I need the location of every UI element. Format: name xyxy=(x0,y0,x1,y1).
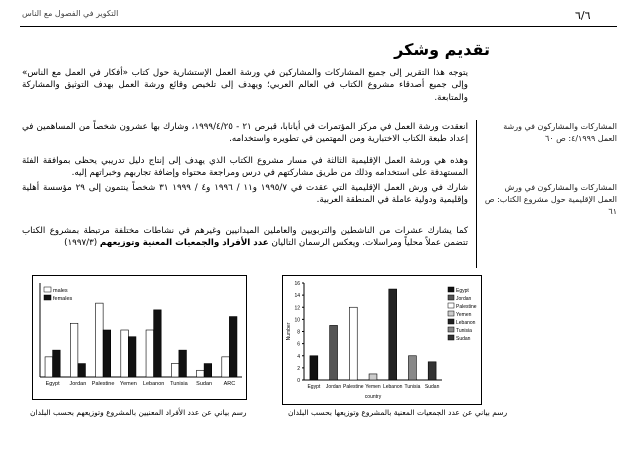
legend-swatch-egypt xyxy=(448,287,454,292)
legend-label: Egypt xyxy=(456,288,469,294)
paragraph-date: (١٩٩٧/٣) xyxy=(64,238,98,249)
y-tick-label: 2 xyxy=(297,365,300,372)
x-tick-label: Yemen xyxy=(365,384,381,390)
x-tick-label: Egypt xyxy=(307,384,321,390)
paragraph-text: انعقدت ورشة العمل في مركز المؤتمرات في أيانابا، قبرص ٢١ - ١٩٩٩/٤/٢٥، وشارك بها عشرون شخصاً من المساهمين في إعداد طبعة الكتاب الاختبارية ومن المهتمين في تطويره واستخدامه. xyxy=(22,122,468,145)
sidenote-participants: المشاركات والمشاركون في ورشة العمل ٤/١٩٩٩: ص ٦٠ xyxy=(503,122,617,143)
chart-frame xyxy=(33,276,247,400)
section-heading: تقديم وشكر xyxy=(394,40,490,59)
y-axis-title: Number xyxy=(286,322,292,341)
x-tick-label: Tunisia xyxy=(170,381,188,387)
bar-males-egypt xyxy=(45,357,53,377)
legend-swatch-yemen xyxy=(448,311,454,316)
legend-swatch-females xyxy=(44,295,51,300)
bar-females-palestine xyxy=(103,330,111,377)
x-tick-label: Yemen xyxy=(119,381,137,387)
bar-lebanon xyxy=(389,289,397,380)
y-tick-label: 14 xyxy=(294,293,300,300)
x-axis-title: country xyxy=(364,394,382,400)
bar-females-tunisia xyxy=(179,350,187,377)
paragraph-activities xyxy=(22,225,468,250)
bar-males-lebanon xyxy=(146,330,154,377)
bar-yemen xyxy=(369,374,377,380)
bar-males-arc xyxy=(222,357,230,377)
paragraph-text: كما يشارك عشرات من الناشطين والتربويين والعاملين الميدانيين وغيرهم في نشاطات مختلفة مرتبطة بمشروع الكتاب تتضمن عملاً محلياً ومراسلات. ويعكس الرسمان التاليان xyxy=(22,226,468,249)
bar-palestine xyxy=(349,307,357,380)
y-tick-label: 10 xyxy=(294,317,300,324)
caption-individuals-chart: رسم بياني عن عدد الأفراد المعنيين بالمشروع وتوزيعهم بحسب البلدان xyxy=(30,408,247,417)
sidenote-regional: المشاركات والمشاركون في ورش العمل الإقليمية حول مشروع الكتاب: ص ٦١ xyxy=(484,183,617,216)
bar-females-yemen xyxy=(128,337,136,377)
x-tick-label: Tunisia xyxy=(404,384,421,390)
bar-females-egypt xyxy=(53,350,61,377)
header-rule xyxy=(20,26,617,27)
individuals-bar-chart xyxy=(32,275,247,400)
x-tick-label: Sudan xyxy=(196,381,213,387)
x-tick-label: Palestine xyxy=(91,381,115,387)
margin-rule xyxy=(476,120,477,268)
bar-males-tunisia xyxy=(171,364,179,377)
y-tick-label: 8 xyxy=(297,329,300,336)
x-tick-label: Jordan xyxy=(325,384,342,390)
bar-males-yemen xyxy=(121,330,129,377)
legend-label: Tunisia xyxy=(456,328,472,334)
legend-swatch-tunisia xyxy=(448,327,454,332)
page-number: ٦/٦ xyxy=(575,9,591,22)
legend-label: Jordan xyxy=(456,296,472,302)
bar-males-palestine xyxy=(96,303,104,377)
y-tick-label: 6 xyxy=(297,341,300,348)
paragraph-participants xyxy=(22,182,468,207)
bar-tunisia xyxy=(408,356,416,380)
y-tick-label: 16 xyxy=(294,281,300,287)
legend-label: Lebanon xyxy=(456,320,476,326)
y-tick-label: 12 xyxy=(294,305,300,312)
legend-swatch-jordan xyxy=(448,295,454,300)
x-tick-label: Sudan xyxy=(424,384,440,390)
associations-bar-chart xyxy=(282,275,482,405)
bar-sudan xyxy=(428,362,436,380)
paragraph-text: شارك في ورش العمل الإقليمية التي عقدت في ١٩٩٥/٧ و١١ / ١٩٩٦ و٤ / ١٩٩٩ ٣١ شخصاً ينتمون إلى ٢٩ مؤسسة أهلية وإقليمية ودولية عاملة في المنطقة العربية. xyxy=(22,183,468,206)
x-tick-label: Lebanon xyxy=(142,381,165,387)
legend-swatch-palestine xyxy=(448,303,454,308)
x-tick-label: Egypt xyxy=(45,381,60,387)
x-tick-label: Lebanon xyxy=(382,384,403,390)
bar-females-sudan xyxy=(204,364,212,377)
x-tick-label: Palestine xyxy=(342,384,364,390)
legend-swatch-sudan xyxy=(448,335,454,340)
bar-females-jordan xyxy=(78,364,86,377)
legend-label: males xyxy=(53,288,68,294)
legend-swatch-males xyxy=(44,287,51,292)
caption-associations-chart: رسم بياني عن عدد الجمعيات المعنية بالمشروع وتوزيعها بحسب البلدان xyxy=(288,408,508,417)
legend-label: Yemen xyxy=(456,312,472,318)
legend-label: Palestine xyxy=(456,304,477,310)
paragraph-intro xyxy=(22,67,468,104)
paragraph-text: وهذه هي ورشة العمل الإقليمية الثالثة في مسار مشروع الكتاب الذي يهدف إلى إنتاج دليل تدريبي يحظى بموافقة الفئة المستهدفة على استخدامه وذلك من طريق مشاركتهم في درس ومراجعة محتواه وإضافة تجاربهم وخبراتهم إليه. xyxy=(22,156,468,179)
bar-egypt xyxy=(310,356,318,380)
y-tick-label: 0 xyxy=(297,378,300,384)
x-tick-label: Jordan xyxy=(69,381,87,387)
bar-males-sudan xyxy=(197,370,205,377)
legend-label: Sudan xyxy=(456,336,471,342)
paragraph-text: يتوجه هذا التقرير إلى جميع المشاركات والمشاركين في ورشة العمل الإستشارية حول كتاب «أفكار في العمل مع الناس» وإلى جميع أصدقاء مشروع الكتاب في العالم العربي؛ ويهدف إلى تلخيص وقائع ورشة العمل بهدف التوثيق والمشاركة والمتابعة. xyxy=(22,68,468,103)
running-header: التكوير في الفصول مع الناس xyxy=(22,9,119,18)
bar-males-jordan xyxy=(70,323,78,377)
paragraph-emphasis: عدد الأفراد والجمعيات المعنية وتوزيعهم xyxy=(99,238,269,249)
paragraph-workshop xyxy=(22,121,468,146)
legend-label: females xyxy=(53,296,73,302)
bar-females-arc xyxy=(229,317,237,377)
legend-swatch-lebanon xyxy=(448,319,454,324)
y-tick-label: 4 xyxy=(297,353,300,360)
bar-females-lebanon xyxy=(154,310,162,377)
bar-jordan xyxy=(330,325,338,380)
paragraph-third-workshop xyxy=(22,155,468,180)
x-tick-label: ARC xyxy=(223,381,236,387)
